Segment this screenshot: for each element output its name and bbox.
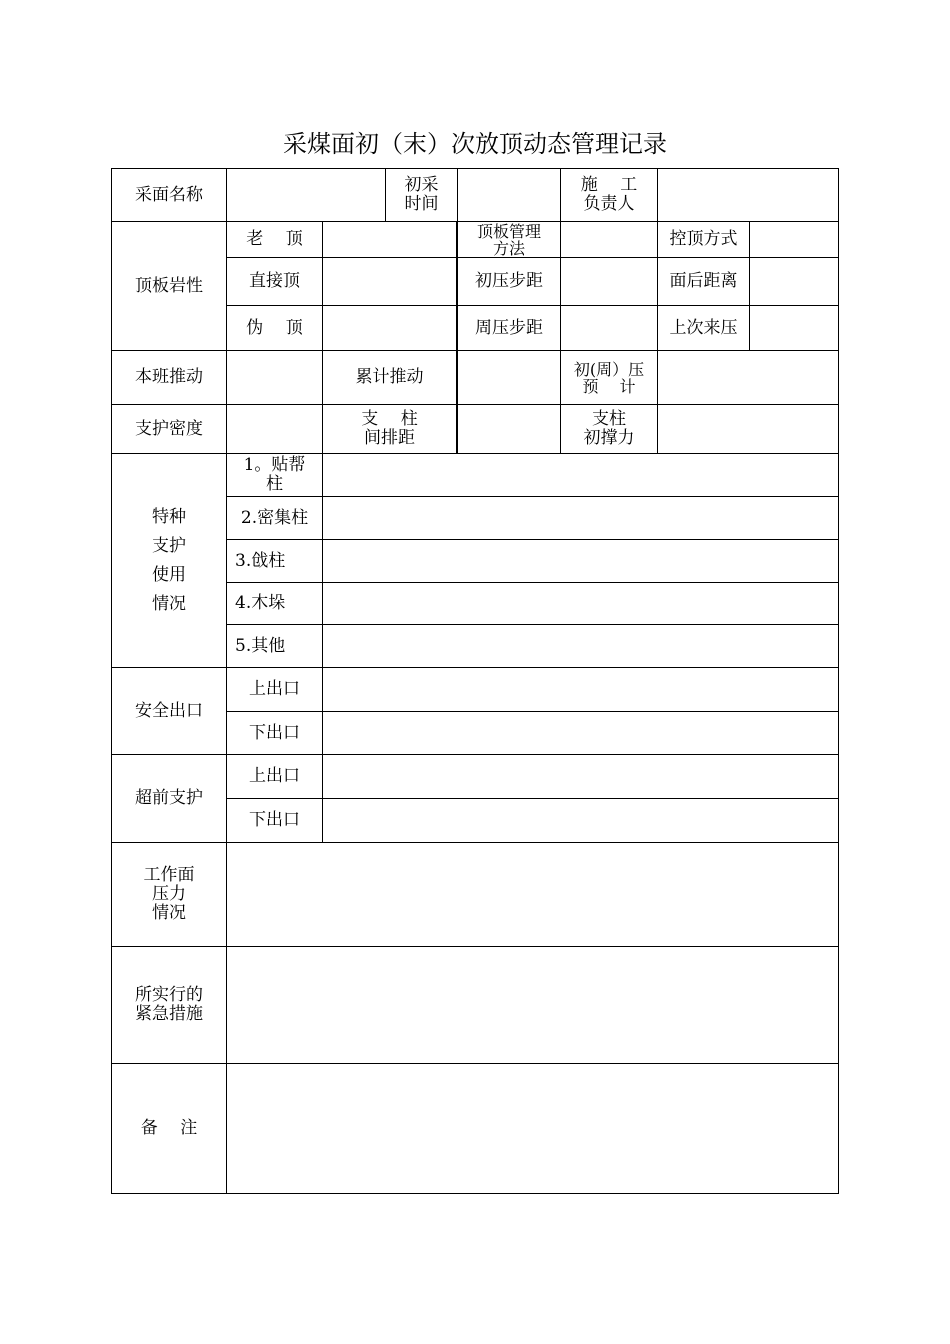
prop-spacing-label: 支 柱 间排距 [322,404,457,454]
roof-control-field[interactable] [749,221,839,258]
face-pressure-label: 工作面 压力 情况 [111,842,227,947]
immediate-roof-label: 直接顶 [226,257,323,306]
emergency-measures-label: 所实行的 紧急措施 [111,946,227,1064]
shift-advance-label: 本班推动 [111,350,227,405]
false-roof-label: 伪 顶 [226,305,323,351]
face-name-field[interactable] [226,168,386,222]
face-distance-label: 面后距离 [657,257,750,306]
first-weighting-field[interactable] [560,257,658,306]
emergency-measures-field[interactable] [226,946,839,1064]
support-density-field[interactable] [226,404,323,454]
cumulative-advance-field[interactable] [457,350,561,405]
false-roof-field[interactable] [322,305,457,351]
special-item-1-label: 1。贴帮 柱 [226,453,323,497]
special-item-4-label: 4.木垛 [226,582,323,625]
safety-exit-lower-field[interactable] [322,711,839,755]
page-title: 采煤面初（末）次放顶动态管理记录 [283,130,667,158]
special-item-5-label: 5.其他 [226,624,323,668]
first-mining-time-label: 初采 时间 [385,168,458,222]
advance-support-upper-field[interactable] [322,754,839,799]
prop-spacing-field[interactable] [457,404,561,454]
last-pressure-field[interactable] [749,305,839,351]
supervisor-field[interactable] [657,168,839,222]
face-pressure-field[interactable] [226,842,839,947]
remarks-label: 备 注 [111,1063,227,1194]
advance-support-label: 超前支护 [111,754,227,843]
old-roof-label: 老 顶 [226,221,323,258]
first-weighting-label: 初压步距 [457,257,561,306]
special-item-5-field[interactable] [322,624,839,668]
advance-support-upper-label: 上出口 [226,754,323,799]
face-name-label: 采面名称 [111,168,227,222]
record-table [111,168,839,1194]
periodic-weighting-field[interactable] [560,305,658,351]
safety-exit-upper-field[interactable] [322,667,839,712]
advance-support-lower-field[interactable] [322,798,839,843]
old-roof-field[interactable] [322,221,457,258]
safety-exit-label: 安全出口 [111,667,227,755]
special-item-3-label: 3.戗柱 [226,539,323,583]
safety-exit-upper-label: 上出口 [226,667,323,712]
shift-advance-field[interactable] [226,350,323,405]
special-item-1-field[interactable] [322,453,839,497]
special-item-2-field[interactable] [322,496,839,540]
safety-exit-lower-label: 下出口 [226,711,323,755]
special-item-2-label: 2.密集柱 [226,496,323,540]
face-distance-field[interactable] [749,257,839,306]
initial-force-field[interactable] [657,404,839,454]
initial-force-label: 支柱 初撑力 [560,404,658,454]
support-density-label: 支护密度 [111,404,227,454]
cumulative-advance-label: 累计推动 [322,350,457,405]
immediate-roof-field[interactable] [322,257,457,306]
roof-mgmt-label: 顶板管理 方法 [457,221,561,258]
advance-support-lower-label: 下出口 [226,798,323,843]
roof-lithology-label: 顶板岩性 [111,221,227,351]
last-pressure-label: 上次来压 [657,305,750,351]
pressure-forecast-label: 初(周）压 预 计 [560,350,658,405]
remarks-field[interactable] [226,1063,839,1194]
roof-mgmt-field[interactable] [560,221,658,258]
pressure-forecast-field[interactable] [657,350,839,405]
special-item-3-field[interactable] [322,539,839,583]
special-item-4-field[interactable] [322,582,839,625]
periodic-weighting-label: 周压步距 [457,305,561,351]
supervisor-label: 施 工 负责人 [560,168,658,222]
roof-control-label: 控顶方式 [657,221,750,258]
special-support-label: 特种 支护 使用 情况 [111,453,227,668]
first-mining-time-field[interactable] [457,168,561,222]
